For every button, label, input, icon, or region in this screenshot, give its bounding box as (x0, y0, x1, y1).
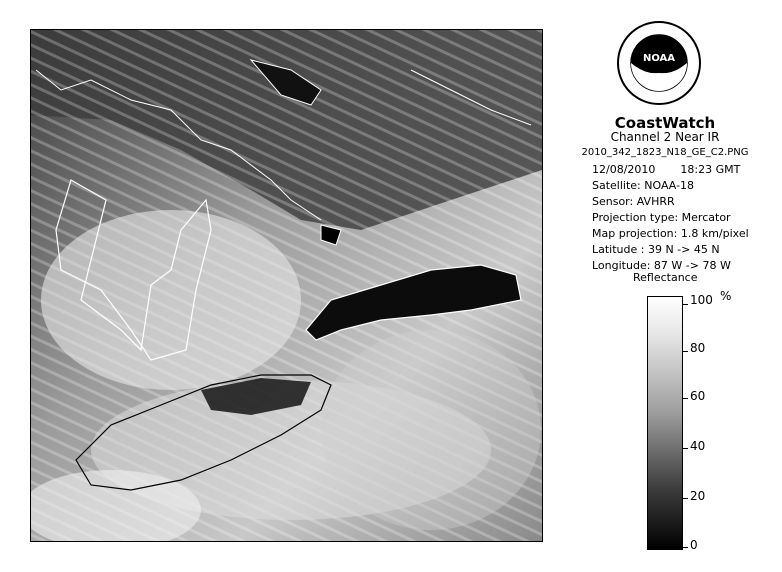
meta-label: Satellite: (592, 179, 641, 192)
colorbar-tickmark (683, 398, 688, 399)
colorbar-tick-label: 40 (690, 439, 706, 453)
colorbar-tickmark (683, 351, 688, 352)
colorbar-tick-label: 60 (690, 389, 706, 403)
channel-subtitle: Channel 2 Near IR (610, 130, 720, 144)
acquisition-time: 18:23 GMT (680, 163, 741, 176)
colorbar-tickmark (683, 448, 688, 449)
meta-row-projection-type (592, 211, 731, 224)
app-title: CoastWatch (614, 114, 716, 132)
noaa-logo (616, 17, 702, 109)
image-filename: 2010_342_1823_N18_GE_C2.PNG (581, 147, 749, 158)
meta-value: 39 N -> 45 N (647, 243, 720, 256)
meta-value: 1.8 km/pixel (680, 227, 749, 240)
colorbar-tick-label: 100 (690, 293, 713, 307)
reflectance-colorbar (647, 296, 683, 550)
meta-value: 87 W -> 78 W (653, 259, 731, 272)
acquisition-date: 12/08/2010 (592, 163, 656, 176)
meta-label: Projection type: (592, 211, 679, 224)
colorbar-tick-label: 20 (690, 489, 706, 503)
colorbar-tickmark (683, 547, 688, 548)
colorbar-tickmark (683, 304, 688, 305)
colorbar-unit: % (720, 289, 732, 303)
meta-label: Map projection: (592, 227, 678, 240)
meta-value: AVHRR (636, 195, 675, 208)
meta-value: NOAA-18 (644, 179, 695, 192)
colorbar-tick-label: 0 (690, 538, 698, 552)
meta-row-map-projection (592, 227, 749, 240)
meta-row-sensor (592, 195, 675, 208)
colorbar-tickmark (683, 498, 688, 499)
meta-row-latitude (592, 243, 720, 256)
meta-value: Mercator (681, 211, 731, 224)
satellite-image (30, 29, 543, 542)
meta-label: Longitude: (592, 259, 651, 272)
meta-row-satellite (592, 179, 694, 192)
meta-label: Sensor: (592, 195, 634, 208)
meta-label: Latitude : (592, 243, 645, 256)
svg-text:NOAA: NOAA (642, 53, 676, 64)
acquisition-datetime (592, 163, 782, 176)
colorbar-tick-label: 80 (690, 341, 706, 355)
colorbar-label: Reflectance (633, 271, 698, 284)
